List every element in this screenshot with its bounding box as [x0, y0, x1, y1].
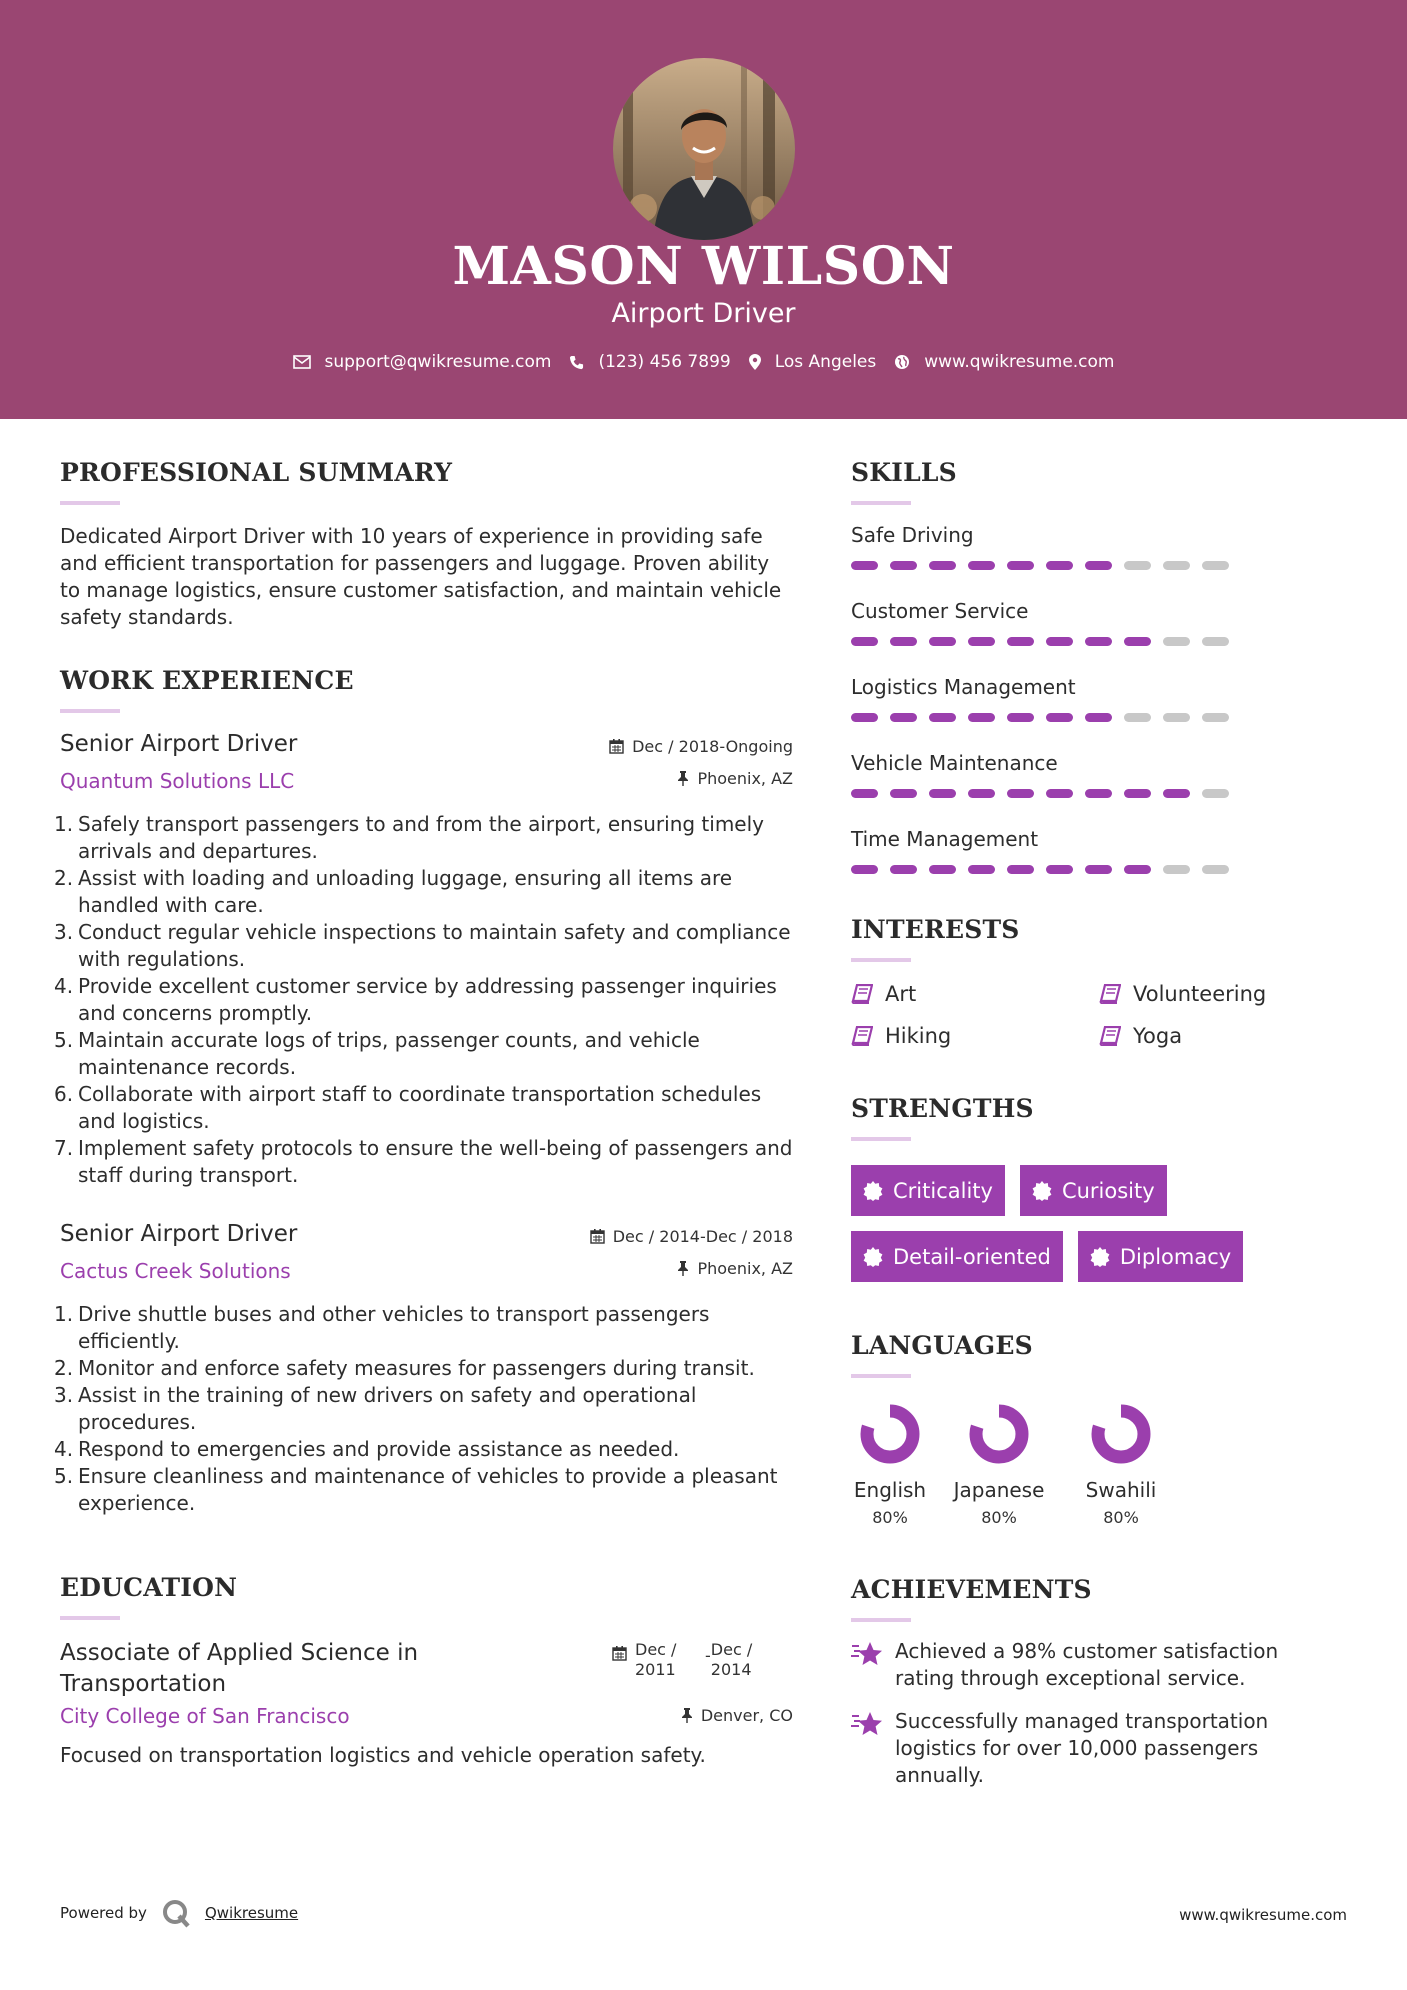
rating-dot-filled	[1046, 865, 1073, 874]
rating-dot-filled	[890, 561, 917, 570]
education-start-date: Dec / 2011	[635, 1640, 677, 1679]
job-entry	[54, 1221, 795, 1517]
skill-item	[851, 751, 1351, 827]
left-column	[54, 458, 795, 1769]
rating-dot-filled	[1007, 561, 1034, 570]
rating-dot-filled	[1085, 561, 1112, 570]
rating-dot-filled	[929, 713, 956, 722]
rating-dot-empty	[1163, 561, 1190, 570]
duty-item: 3. Conduct regular vehicle inspections to maintain safety and compliance with regulations.	[54, 920, 791, 971]
candidate-name: MASON WILSON	[452, 236, 955, 297]
date-separator: -	[705, 1646, 711, 1665]
skills-section	[851, 458, 1351, 903]
strength-tag: Diplomacy	[1078, 1231, 1243, 1282]
job-duties	[54, 811, 795, 1189]
language-ring-arc	[867, 1411, 913, 1457]
map-pin-icon	[749, 354, 761, 370]
pushpin-icon	[677, 1261, 689, 1276]
language-ring	[1089, 1402, 1153, 1466]
qwikresume-logo-icon	[161, 1898, 191, 1928]
language-percent: 80%	[981, 1508, 1017, 1527]
interests-heading: INTERESTS	[851, 915, 1020, 944]
strength-tag: Detail-oriented	[851, 1231, 1063, 1282]
heading-underline	[851, 958, 911, 962]
experience-section	[54, 666, 795, 1517]
heading-underline	[60, 501, 120, 505]
strengths-list	[851, 1165, 1311, 1297]
footer-powered-by	[60, 1898, 298, 1928]
book-icon	[851, 1026, 873, 1046]
badge-icon	[863, 1181, 883, 1201]
rating-dot-filled	[1085, 789, 1112, 798]
badge-icon	[1032, 1181, 1052, 1201]
rating-dot-filled	[968, 561, 995, 570]
school-name: City College of San Francisco	[60, 1704, 350, 1728]
rating-dot-filled	[851, 561, 878, 570]
duty-item: 4. Respond to emergencies and provide assistance as needed.	[54, 1437, 680, 1461]
heading-underline	[851, 1374, 911, 1378]
skill-name: Logistics Management	[851, 675, 1076, 699]
education-section	[60, 1573, 795, 1769]
duty-item: 5. Maintain accurate logs of trips, passenger counts, and vehicle maintenance records.	[54, 1028, 700, 1079]
rating-dot-empty	[1163, 637, 1190, 646]
duty-item: 7. Implement safety protocols to ensure the well-being of passengers and staff during transport.	[54, 1136, 793, 1187]
rating-dot-filled	[968, 713, 995, 722]
rating-dot-filled	[851, 865, 878, 874]
interest-item: Yoga	[1099, 1024, 1299, 1048]
rating-dot-filled	[929, 789, 956, 798]
job-location	[677, 1259, 793, 1278]
job-position: Senior Airport Driver	[60, 731, 298, 757]
skill-item	[851, 523, 1351, 599]
rating-dot-filled	[890, 713, 917, 722]
rating-dot-empty	[1124, 561, 1151, 570]
duty-item: 2. Monitor and enforce safety measures for passengers during transit.	[54, 1356, 755, 1380]
contact-bar	[0, 352, 1407, 372]
job-position: Senior Airport Driver	[60, 1221, 298, 1247]
rating-dot-filled	[1085, 637, 1112, 646]
skill-item	[851, 675, 1351, 751]
qwikresume-link[interactable]: Qwikresume	[204, 1904, 299, 1922]
rating-dot-empty	[1202, 713, 1229, 722]
contact-phone[interactable]	[569, 352, 730, 372]
skill-rating	[851, 789, 1241, 798]
summary-section	[60, 458, 795, 631]
heading-underline	[60, 709, 120, 713]
contact-website-text: www.qwikresume.com	[924, 352, 1115, 372]
rating-dot-filled	[1046, 637, 1073, 646]
rating-dot-filled	[890, 865, 917, 874]
interests-list	[851, 982, 1351, 1048]
duty-item: 1. Safely transport passengers to and from the airport, ensuring timely arrivals and departures.	[54, 812, 764, 863]
rating-dot-filled	[851, 789, 878, 798]
language-percent: 80%	[872, 1508, 908, 1527]
rating-dot-filled	[1163, 789, 1190, 798]
skills-heading: SKILLS	[851, 458, 957, 487]
skill-item	[851, 827, 1351, 903]
skill-name: Customer Service	[851, 599, 1029, 623]
resume-header	[0, 0, 1407, 419]
book-icon	[851, 984, 873, 1004]
globe-icon	[894, 354, 910, 370]
phone-icon	[569, 355, 584, 370]
rating-dot-filled	[1124, 637, 1151, 646]
skill-name: Safe Driving	[851, 523, 974, 547]
skill-rating	[851, 637, 1241, 646]
right-column	[851, 458, 1351, 1789]
summary-heading: PROFESSIONAL SUMMARY	[60, 458, 453, 487]
languages-section	[851, 1331, 1351, 1527]
language-ring	[967, 1402, 1031, 1466]
education-dates	[612, 1640, 769, 1680]
job-company: Cactus Creek Solutions	[60, 1259, 291, 1283]
rating-dot-filled	[1124, 789, 1151, 798]
pushpin-icon	[681, 1708, 693, 1723]
contact-phone-text: (123) 456 7899	[598, 352, 731, 372]
contact-email[interactable]	[293, 352, 552, 372]
education-location-text: Denver, CO	[700, 1706, 793, 1725]
contact-location-text: Los Angeles	[774, 352, 877, 372]
language-ring-arc	[1098, 1411, 1144, 1457]
job-duties	[54, 1301, 795, 1517]
language-ring-arc	[976, 1411, 1022, 1457]
envelope-icon	[293, 355, 311, 369]
rating-dot-filled	[1007, 713, 1034, 722]
education-description: Focused on transportation logistics and vehicle operation safety.	[60, 1743, 706, 1767]
rating-dot-empty	[1202, 637, 1229, 646]
languages-list	[851, 1402, 1351, 1527]
profile-photo	[613, 58, 795, 240]
skill-name: Time Management	[851, 827, 1039, 851]
interest-item: Volunteering	[1099, 982, 1299, 1006]
rating-dot-empty	[1202, 865, 1229, 874]
skill-name: Vehicle Maintenance	[851, 751, 1058, 775]
strengths-heading: STRENGTHS	[851, 1094, 1034, 1123]
rating-dot-filled	[851, 637, 878, 646]
rating-dot-filled	[1085, 713, 1112, 722]
rating-dot-empty	[1163, 713, 1190, 722]
skill-rating	[851, 865, 1241, 874]
contact-website[interactable]	[894, 352, 1114, 372]
rating-dot-filled	[1124, 865, 1151, 874]
degree-name: Associate of Applied Science in Transportation	[60, 1640, 419, 1697]
job-location-text: Phoenix, AZ	[697, 1259, 793, 1278]
interest-item: Hiking	[851, 1024, 1099, 1048]
book-icon	[1099, 984, 1121, 1004]
job-date	[609, 737, 793, 756]
achievement-item: Successfully managed transportation logistics for over 10,000 passengers annually.	[851, 1708, 1351, 1789]
heading-underline	[851, 1137, 911, 1141]
skills-list	[851, 523, 1351, 903]
rating-dot-filled	[929, 865, 956, 874]
rating-dot-filled	[1046, 561, 1073, 570]
duty-item: 1. Drive shuttle buses and other vehicles to transport passengers efficiently.	[54, 1302, 710, 1353]
rating-dot-empty	[1202, 561, 1229, 570]
rating-dot-empty	[1202, 789, 1229, 798]
language-name: English	[853, 1478, 927, 1502]
star-icon	[851, 1640, 885, 1668]
education-end-date: Dec / 2014	[710, 1640, 753, 1679]
rating-dot-filled	[890, 637, 917, 646]
contact-location	[749, 352, 877, 372]
rating-dot-filled	[851, 713, 878, 722]
calendar-icon	[609, 739, 624, 754]
rating-dot-empty	[1124, 713, 1151, 722]
education-location	[681, 1706, 793, 1725]
language-ring	[858, 1402, 922, 1466]
book-icon	[1099, 1026, 1121, 1046]
duty-item: 4. Provide excellent customer service by addressing passenger inquiries and concerns promptly.	[54, 974, 777, 1025]
footer-website[interactable]: www.qwikresume.com	[1179, 1906, 1347, 1924]
duty-item: 2. Assist with loading and unloading luggage, ensuring all items are handled with care.	[54, 866, 733, 917]
rating-dot-filled	[968, 637, 995, 646]
languages-heading: LANGUAGES	[851, 1331, 1033, 1360]
skill-rating	[851, 561, 1241, 570]
language-item	[851, 1402, 929, 1527]
rating-dot-filled	[929, 561, 956, 570]
calendar-icon	[590, 1229, 605, 1244]
education-entry	[60, 1638, 795, 1738]
badge-icon	[863, 1247, 883, 1267]
language-name: Swahili	[1085, 1478, 1157, 1502]
job-date	[590, 1227, 793, 1246]
rating-dot-filled	[1007, 637, 1034, 646]
powered-by-label: Powered by	[60, 1904, 147, 1922]
rating-dot-filled	[929, 637, 956, 646]
language-item	[1069, 1402, 1173, 1527]
job-title: Airport Driver	[611, 298, 796, 329]
education-heading: EDUCATION	[60, 1573, 238, 1602]
strengths-section	[851, 1094, 1351, 1297]
skill-rating	[851, 713, 1241, 722]
contact-email-text: support@qwikresume.com	[324, 352, 552, 372]
badge-icon	[1090, 1247, 1110, 1267]
skill-item	[851, 599, 1351, 675]
rating-dot-filled	[1007, 865, 1034, 874]
job-location-text: Phoenix, AZ	[697, 769, 793, 788]
rating-dot-empty	[1163, 865, 1190, 874]
strength-tag: Curiosity	[1020, 1165, 1167, 1216]
job-date-text: Dec / 2014-Dec / 2018	[612, 1227, 793, 1246]
job-location	[677, 769, 793, 788]
heading-underline	[60, 1616, 120, 1620]
interests-section	[851, 915, 1351, 1048]
rating-dot-filled	[1007, 789, 1034, 798]
duty-item: 6. Collaborate with airport staff to coordinate transportation schedules and logistics.	[54, 1082, 762, 1133]
star-icon	[851, 1710, 885, 1738]
achievement-item: Achieved a 98% customer satisfaction rating through exceptional service.	[851, 1638, 1351, 1692]
achievements-section	[851, 1575, 1351, 1789]
rating-dot-filled	[968, 789, 995, 798]
language-percent: 80%	[1103, 1508, 1139, 1527]
rating-dot-filled	[968, 865, 995, 874]
rating-dot-filled	[1085, 865, 1112, 874]
language-item	[947, 1402, 1051, 1527]
achievements-heading: ACHIEVEMENTS	[851, 1575, 1092, 1604]
duty-item: 5. Ensure cleanliness and maintenance of vehicles to provide a pleasant experience.	[54, 1464, 778, 1515]
pushpin-icon	[677, 771, 689, 786]
rating-dot-filled	[1046, 789, 1073, 798]
strength-tag: Criticality	[851, 1165, 1005, 1216]
calendar-icon	[612, 1646, 627, 1661]
language-name: Japanese	[953, 1478, 1045, 1502]
heading-underline	[851, 1618, 911, 1622]
duty-item: 3. Assist in the training of new drivers on safety and operational procedures.	[54, 1383, 697, 1434]
heading-underline	[851, 501, 911, 505]
job-date-text: Dec / 2018-Ongoing	[632, 737, 793, 756]
rating-dot-filled	[1046, 713, 1073, 722]
job-entry	[54, 731, 795, 1189]
job-company: Quantum Solutions LLC	[60, 769, 295, 793]
interest-item: Art	[851, 982, 1099, 1006]
rating-dot-filled	[890, 789, 917, 798]
experience-heading: WORK EXPERIENCE	[60, 666, 354, 695]
summary-text: Dedicated Airport Driver with 10 years of experience in providing safe and efficient transportation for passengers and luggage. Proven ability to manage logistics, ensure customer satisfaction, and maintain vehicle safety standards.	[60, 524, 782, 629]
